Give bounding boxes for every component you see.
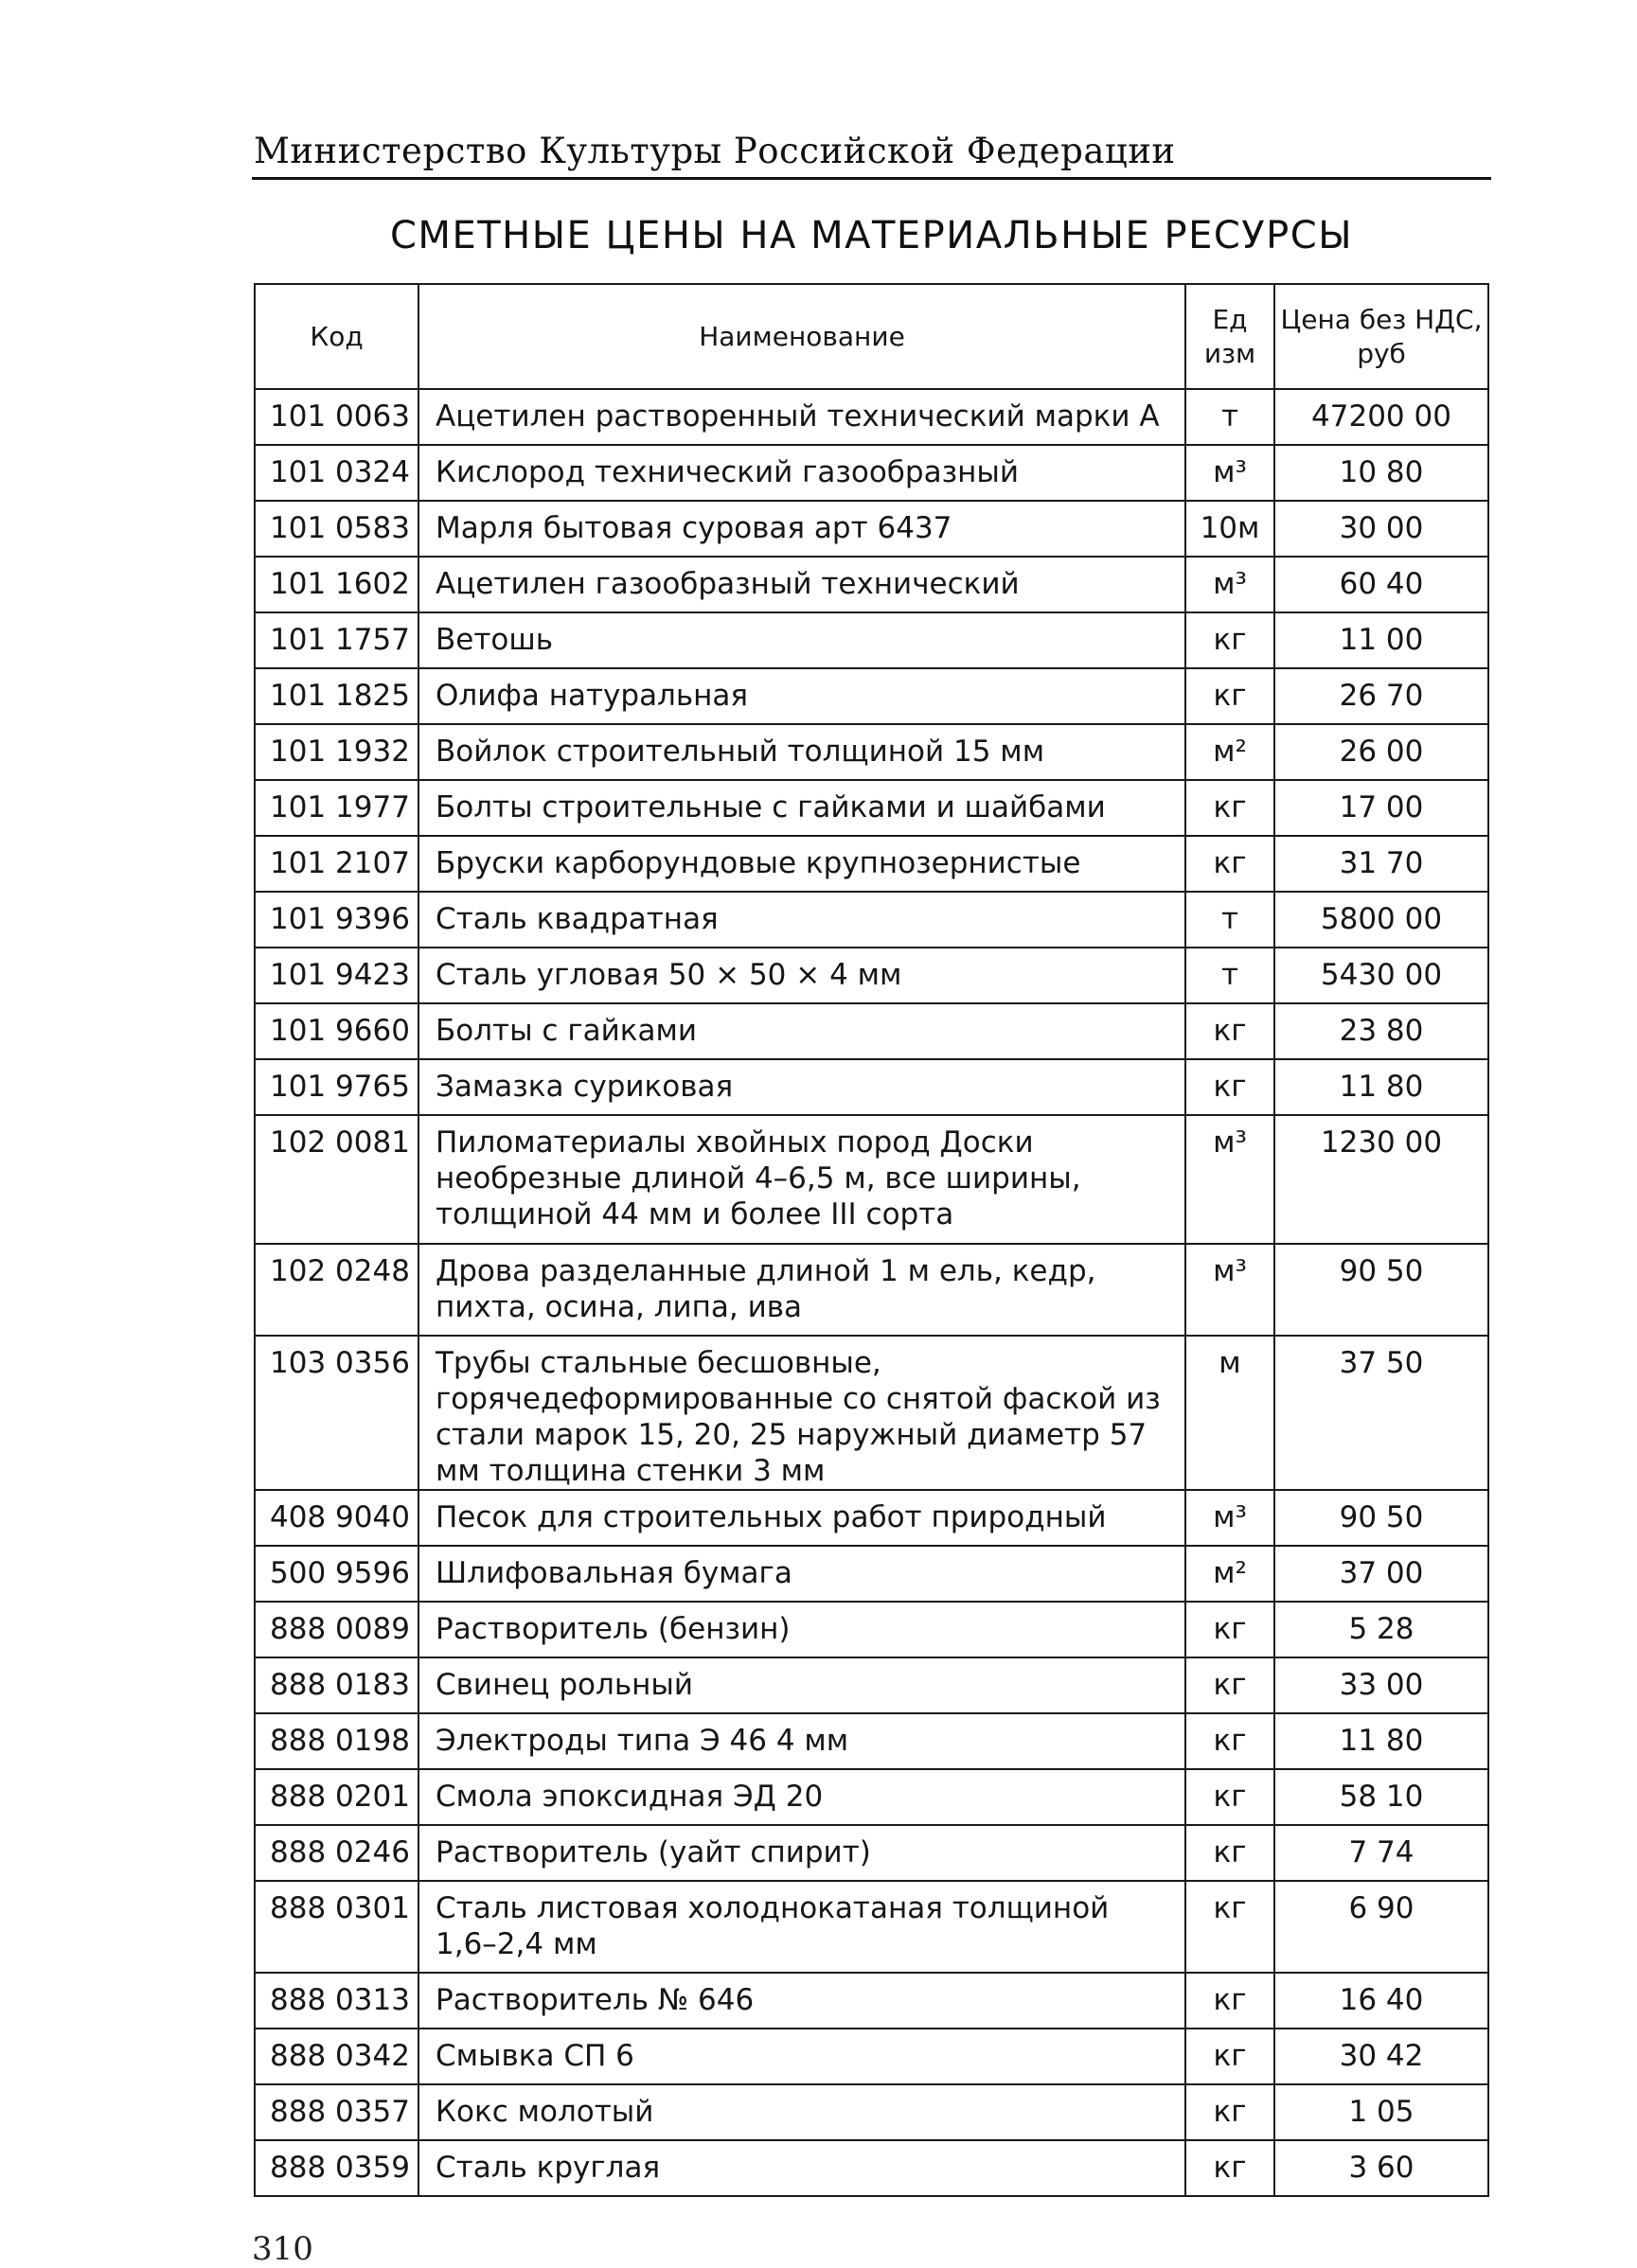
cell-name: Дрова разделанные длиной 1 м ель, кедр, пихта, осина, липа, ива: [418, 1244, 1185, 1336]
cell-name: Смывка СП 6: [418, 2029, 1185, 2084]
cell-code: 101 1977: [255, 780, 418, 836]
cell-price: 11 00: [1274, 612, 1488, 668]
cell-code: 408 9040: [255, 1490, 418, 1546]
cell-unit: м³: [1185, 1244, 1274, 1336]
table-row: [255, 1115, 1488, 1244]
table-row: [255, 668, 1488, 724]
page-title: СМЕТНЫЕ ЦЕНЫ НА МАТЕРИАЛЬНЫЕ РЕСУРСЫ: [390, 214, 1353, 257]
cell-unit: кг: [1185, 1769, 1274, 1825]
cell-price: 37 00: [1274, 1546, 1488, 1602]
cell-price: 26 70: [1274, 668, 1488, 724]
cell-unit: м²: [1185, 1546, 1274, 1602]
table-row: [255, 780, 1488, 836]
header-unit-line2: изм: [1203, 337, 1256, 369]
cell-code: 500 9596: [255, 1546, 418, 1602]
cell-unit: т: [1185, 892, 1274, 948]
cell-unit: т: [1185, 948, 1274, 1003]
cell-code: 101 1932: [255, 724, 418, 780]
cell-code: 101 0324: [255, 445, 418, 501]
cell-price: 5430 00: [1274, 948, 1488, 1003]
cell-name: Сталь квадратная: [418, 892, 1185, 948]
cell-unit: м³: [1185, 557, 1274, 612]
table-row: [255, 1657, 1488, 1713]
table-row: [255, 2029, 1488, 2084]
cell-unit: кг: [1185, 612, 1274, 668]
cell-code: 102 0248: [255, 1244, 418, 1336]
cell-code: 102 0081: [255, 1115, 418, 1244]
cell-code: 101 9765: [255, 1059, 418, 1115]
cell-code: 888 0201: [255, 1769, 418, 1825]
cell-code: 888 0359: [255, 2140, 418, 2196]
table-row: [255, 724, 1488, 780]
cell-price: 90 50: [1274, 1490, 1488, 1546]
table-row: [255, 1602, 1488, 1657]
cell-name: Пиломатериалы хвойных пород Доски необрезные длиной 4–6,5 м, все ширины, толщиной 44 мм и более III сорта: [418, 1115, 1185, 1244]
cell-name: Ацетилен газообразный технический: [418, 557, 1185, 612]
cell-name: Электроды типа Э 46 4 мм: [418, 1713, 1185, 1769]
cell-unit: кг: [1185, 1602, 1274, 1657]
cell-name: Войлок строительный толщиной 15 мм: [418, 724, 1185, 780]
table-header-row: [255, 284, 1488, 389]
cell-price: 47200 00: [1274, 389, 1488, 445]
cell-unit: м³: [1185, 1115, 1274, 1244]
cell-price: 17 00: [1274, 780, 1488, 836]
cell-code: 888 0183: [255, 1657, 418, 1713]
cell-price: 31 70: [1274, 836, 1488, 892]
cell-name: Ацетилен растворенный технический марки А: [418, 389, 1185, 445]
table-row: [255, 1244, 1488, 1336]
cell-code: 888 0301: [255, 1881, 418, 1973]
cell-code: 888 0089: [255, 1602, 418, 1657]
cell-price: 1 05: [1274, 2084, 1488, 2140]
cell-price: 23 80: [1274, 1003, 1488, 1059]
table-row: [255, 1003, 1488, 1059]
cell-unit: 10м: [1185, 501, 1274, 557]
cell-name: Болты с гайками: [418, 1003, 1185, 1059]
table-row: [255, 557, 1488, 612]
cell-name: Болты строительные с гайками и шайбами: [418, 780, 1185, 836]
cell-unit: кг: [1185, 1003, 1274, 1059]
cell-code: 888 0246: [255, 1825, 418, 1881]
table-row: [255, 1973, 1488, 2029]
cell-unit: кг: [1185, 2140, 1274, 2196]
page-number: 310: [252, 2230, 313, 2268]
table-row: [255, 836, 1488, 892]
cell-unit: кг: [1185, 668, 1274, 724]
cell-code: 101 2107: [255, 836, 418, 892]
cell-code: 101 0583: [255, 501, 418, 557]
cell-name: Растворитель № 646: [418, 1973, 1185, 2029]
cell-name: Бруски карборундовые крупнозернистые: [418, 836, 1185, 892]
table-row: [255, 892, 1488, 948]
header-price-line1: Цена без НДС,: [1280, 303, 1483, 335]
cell-name: Шлифовальная бумага: [418, 1546, 1185, 1602]
cell-price: 5 28: [1274, 1602, 1488, 1657]
header-unit-line1: Ед: [1212, 303, 1248, 335]
table-row: [255, 1881, 1488, 1973]
cell-code: 888 0342: [255, 2029, 418, 2084]
cell-name: Песок для строительных работ природный: [418, 1490, 1185, 1546]
cell-name: Свинец рольный: [418, 1657, 1185, 1713]
cell-price: 30 00: [1274, 501, 1488, 557]
cell-code: 101 0063: [255, 389, 418, 445]
cell-price: 33 00: [1274, 1657, 1488, 1713]
table-row: [255, 948, 1488, 1003]
cell-code: 101 9423: [255, 948, 418, 1003]
table-row: [255, 2084, 1488, 2140]
cell-unit: кг: [1185, 1059, 1274, 1115]
cell-code: 101 9396: [255, 892, 418, 948]
cell-name: Сталь угловая 50 × 50 × 4 мм: [418, 948, 1185, 1003]
cell-name: Марля бытовая суровая арт 6437: [418, 501, 1185, 557]
cell-code: 101 9660: [255, 1003, 418, 1059]
cell-price: 16 40: [1274, 1973, 1488, 2029]
cell-code: 888 0313: [255, 1973, 418, 2029]
cell-name: Кокс молотый: [418, 2084, 1185, 2140]
cell-code: 103 0356: [255, 1336, 418, 1490]
header-unit: [1185, 284, 1274, 389]
cell-name: Ветошь: [418, 612, 1185, 668]
table-row: [255, 501, 1488, 557]
cell-price: 26 00: [1274, 724, 1488, 780]
table-row: [255, 2140, 1488, 2196]
cell-name: Кислород технический газообразный: [418, 445, 1185, 501]
cell-code: 101 1825: [255, 668, 418, 724]
cell-unit: кг: [1185, 2084, 1274, 2140]
table-row: [255, 612, 1488, 668]
cell-price: 90 50: [1274, 1244, 1488, 1336]
header-price-line2: руб: [1357, 337, 1406, 369]
table-row: [255, 1825, 1488, 1881]
table-row: [255, 1546, 1488, 1602]
header-name: Наименование: [418, 284, 1185, 389]
cell-price: 6 90: [1274, 1881, 1488, 1973]
cell-unit: м: [1185, 1336, 1274, 1490]
cell-unit: кг: [1185, 1881, 1274, 1973]
cell-price: 7 74: [1274, 1825, 1488, 1881]
cell-price: 37 50: [1274, 1336, 1488, 1490]
cell-name: Замазка суриковая: [418, 1059, 1185, 1115]
cell-unit: кг: [1185, 836, 1274, 892]
cell-price: 30 42: [1274, 2029, 1488, 2084]
table-row: [255, 445, 1488, 501]
cell-name: Трубы стальные бесшовные, горячедеформированные со снятой фаской из стали марок 15, 20, 25 наружный диаметр 57 мм толщина стенки 3 мм: [418, 1336, 1185, 1490]
cell-unit: кг: [1185, 780, 1274, 836]
cell-price: 5800 00: [1274, 892, 1488, 948]
cell-price: 3 60: [1274, 2140, 1488, 2196]
table-row: [255, 1059, 1488, 1115]
cell-unit: м²: [1185, 724, 1274, 780]
cell-name: Растворитель (уайт спирит): [418, 1825, 1185, 1881]
cell-unit: кг: [1185, 1973, 1274, 2029]
cell-code: 101 1757: [255, 612, 418, 668]
cell-code: 888 0198: [255, 1713, 418, 1769]
cell-price: 58 10: [1274, 1769, 1488, 1825]
cell-price: 60 40: [1274, 557, 1488, 612]
table-row: [255, 1713, 1488, 1769]
price-table: [254, 283, 1489, 2197]
table-row: [255, 1769, 1488, 1825]
running-head: Министерство Культуры Российской Федерации: [254, 131, 1176, 171]
cell-unit: кг: [1185, 1657, 1274, 1713]
cell-price: 10 80: [1274, 445, 1488, 501]
cell-name: Олифа натуральная: [418, 668, 1185, 724]
cell-code: 101 1602: [255, 557, 418, 612]
cell-unit: м³: [1185, 1490, 1274, 1546]
table-row: [255, 389, 1488, 445]
cell-name: Растворитель (бензин): [418, 1602, 1185, 1657]
cell-unit: кг: [1185, 1713, 1274, 1769]
cell-unit: кг: [1185, 2029, 1274, 2084]
header-price: [1274, 284, 1488, 389]
cell-price: 1230 00: [1274, 1115, 1488, 1244]
cell-unit: м³: [1185, 445, 1274, 501]
cell-name: Смола эпоксидная ЭД 20: [418, 1769, 1185, 1825]
cell-unit: т: [1185, 389, 1274, 445]
cell-unit: кг: [1185, 1825, 1274, 1881]
cell-name: Сталь листовая холоднокатаная толщиной 1,6–2,4 мм: [418, 1881, 1185, 1973]
cell-code: 888 0357: [255, 2084, 418, 2140]
table-row: [255, 1490, 1488, 1546]
cell-price: 11 80: [1274, 1713, 1488, 1769]
cell-price: 11 80: [1274, 1059, 1488, 1115]
header-code: Код: [255, 284, 418, 389]
table-row: [255, 1336, 1488, 1490]
cell-name: Сталь круглая: [418, 2140, 1185, 2196]
header-rule: [252, 177, 1491, 180]
